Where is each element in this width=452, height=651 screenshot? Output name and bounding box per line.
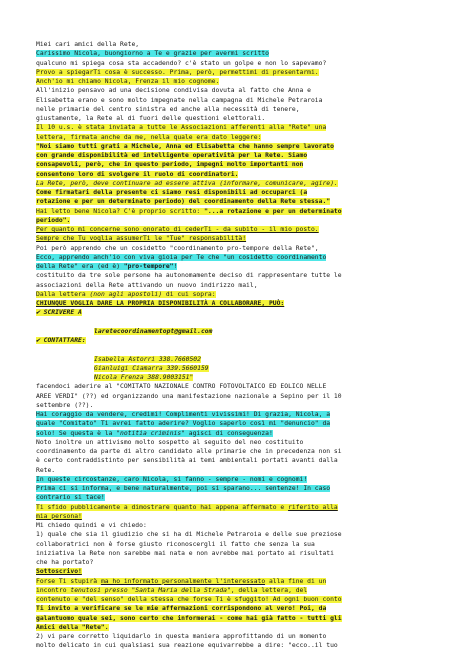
text-run: "...a rotazione e per un determinato bbox=[204, 207, 342, 215]
text-line bbox=[36, 623, 422, 632]
text-line bbox=[36, 59, 422, 68]
text-line bbox=[36, 40, 422, 49]
text-run: associazioni della Rete attivando un nuovo indirizzo mail, bbox=[36, 281, 258, 289]
text-run: che ha portato? bbox=[36, 559, 94, 566]
text-run: Nicola Frenza 388.9003151" bbox=[94, 374, 194, 381]
text-run: Elisabetta erano e sono molto impegnate nella campagna di Michele Petraroia bbox=[36, 96, 323, 104]
text-run: contrario si tace! bbox=[36, 494, 105, 502]
text-run: Sempre che Tu voglia assumerTi le "Tue" responsabilità! bbox=[36, 235, 247, 243]
text-run: 2) vi pare corretto liquidarlo in questa maniera approfittando di un momento bbox=[36, 633, 327, 640]
text-line bbox=[36, 567, 422, 576]
text-line bbox=[36, 151, 422, 160]
text-run: lettera, firmata anche da me, nella quale era dato leggere: bbox=[36, 133, 262, 141]
text-run: Ecco, apprendo anch'io con viva gioia per Te che "un cosidetto coordinamento bbox=[36, 253, 327, 261]
text-line bbox=[36, 641, 422, 650]
text-line bbox=[36, 540, 422, 549]
text-run: "notitia criminis" bbox=[116, 429, 185, 437]
text-run: Prima ci si informa, e bene naturalmente, poi si sparano... sentenze! In caso bbox=[36, 485, 331, 492]
text-run: Ti invito a verificare se le mie affermazioni corrispondono al vero! Poi, da bbox=[36, 605, 327, 613]
text-run: ✔ CONTATTARE: bbox=[36, 337, 86, 344]
text-line bbox=[36, 530, 422, 539]
text-line bbox=[36, 105, 422, 114]
text-line bbox=[36, 382, 422, 391]
text-run: Ti sfido pubblicamente a dimostrare quanto hai appena affermato e bbox=[36, 503, 289, 511]
text-run: solo! Se questa è la bbox=[36, 429, 117, 437]
text-line bbox=[36, 438, 422, 447]
text-line bbox=[36, 207, 422, 216]
text-run: riferito alla bbox=[288, 503, 338, 511]
text-line bbox=[36, 401, 422, 410]
text-run: 1) quale che sia il giudizio che si ha di Michele Petraroia e delle sue preziose bbox=[36, 531, 342, 539]
text-line bbox=[36, 188, 422, 197]
text-line bbox=[36, 179, 422, 188]
text-line bbox=[36, 318, 422, 327]
text-line bbox=[36, 512, 422, 521]
text-line bbox=[36, 493, 422, 502]
text-line bbox=[36, 253, 422, 262]
text-line bbox=[36, 244, 422, 253]
text-run: della Rete" era (ed è) bbox=[36, 263, 124, 270]
text-run: (non agli apostoli) bbox=[89, 290, 163, 298]
text-run: galantuomo quale sei, sono certo che informerai - come hai già fatto - tutti gli bbox=[36, 614, 342, 622]
text-line bbox=[36, 142, 422, 151]
text-run: rotazione e per un determinato periodo) del coordinamento della Rete stessa." bbox=[36, 198, 331, 206]
text-line bbox=[36, 364, 422, 373]
text-line bbox=[36, 308, 422, 317]
text-line bbox=[36, 447, 422, 456]
text-line bbox=[36, 327, 422, 336]
text-line bbox=[36, 456, 422, 465]
text-line bbox=[36, 290, 422, 299]
text-run: ma ho informato personalmente l'interessato bbox=[100, 577, 266, 585]
text-line bbox=[36, 49, 422, 58]
text-line bbox=[36, 86, 422, 95]
text-line bbox=[36, 225, 422, 234]
text-line bbox=[36, 521, 422, 530]
text-line bbox=[36, 614, 422, 623]
text-run: giustamente, la Rete al di fuori delle questioni elettorali. bbox=[36, 115, 266, 122]
text-line bbox=[36, 577, 422, 586]
text-run: La Rete, però, deve continuare ad essere attiva (informare, comunicare, agire). bbox=[36, 179, 338, 187]
text-run: ✔ SCRIVERE A bbox=[36, 309, 82, 317]
text-line bbox=[36, 68, 422, 77]
text-run: contenuto e "del senso" della stessa che forse Ti è sfuggito! Ad ogni buon conto bbox=[36, 596, 342, 603]
text-run: Miei cari amici della Rete, bbox=[36, 41, 140, 48]
text-run: con grande disponibilità ed intelligente operatività per la Rete. Siamo bbox=[36, 152, 308, 159]
text-run: AREE VERDI" (??) ed organizzando una manifestazione nazionale a Sepino per il 10 bbox=[36, 392, 342, 400]
text-run: iniziativa la Rete non sarebbe mai nata e non avrebbe mai portato ai risultati bbox=[36, 549, 334, 557]
text-run: Isabella Astorri 338.7660502 bbox=[94, 355, 201, 363]
text-line bbox=[36, 558, 422, 567]
text-line bbox=[36, 410, 422, 419]
text-line bbox=[36, 160, 422, 169]
letter-document bbox=[36, 40, 422, 651]
text-line bbox=[36, 281, 422, 290]
text-run: Come firmatari della presente ci siamo resi disponibili ad occuparci (a bbox=[36, 189, 308, 196]
text-run: è certo contraddistinto per sensibilità ai temi ambientali portati avanti dalla bbox=[36, 457, 338, 465]
text-run: nelle primarie del centro sinistra ed anche alla necessità di tenere, bbox=[36, 105, 300, 113]
text-run: Hai coraggio da vendere, credimi! Complimenti vivissimi! Di grazia, Nicola, a bbox=[36, 411, 331, 418]
text-run: laretecoordinamentopt@gmail.com bbox=[94, 327, 213, 335]
text-run: consentono loro di svolgere il ruolo di coordinatori. bbox=[36, 170, 239, 178]
text-run: molto delicato in cui qualsiasi sua reazione equivarrebbe a dire: "ecco..il tuo bbox=[36, 642, 338, 650]
text-line bbox=[36, 373, 422, 382]
text-run: All'inizio pensavo ad una decisione condivisa dovuta al fatto che Anna e bbox=[36, 87, 311, 95]
text-line bbox=[36, 114, 422, 123]
text-line bbox=[36, 170, 422, 179]
text-line bbox=[36, 336, 422, 345]
text-run: Poi però apprendo che un cosidetto "coordinamento pro-tempore della Rete", bbox=[36, 244, 319, 252]
text-line bbox=[36, 595, 422, 604]
text-run: settembre (??). bbox=[36, 401, 94, 409]
text-line bbox=[36, 299, 422, 308]
text-run: consapevoli, però, che in questo periodo, impegni molto importanti non bbox=[36, 161, 304, 169]
text-run: coordinamento da parte di altro candidato alle primarie che in precedenza non si bbox=[36, 448, 342, 455]
text-run: facendoci aderire al "COMITATO NAZIONALE CONTRO FOTOVOLTAICO ED EOLICO NELLE bbox=[36, 383, 327, 391]
text-line bbox=[36, 484, 422, 493]
text-line bbox=[36, 604, 422, 613]
text-run: Il 10 u.s. è stata inviata a tutte le Associazioni afferenti alla "Rete" una bbox=[36, 124, 327, 132]
text-line bbox=[36, 234, 422, 243]
text-run: Hai letto bene Nicola? C'è proprio scritto: bbox=[36, 207, 205, 215]
text-run: di cui sopra: bbox=[162, 290, 216, 298]
text-line bbox=[36, 345, 422, 354]
text-line bbox=[36, 96, 422, 105]
text-run: Mi chiedo quindi e vi chiedo: bbox=[36, 522, 147, 529]
text-run: periodo". bbox=[36, 216, 71, 224]
text-line bbox=[36, 549, 422, 558]
text-run: alla fine di un bbox=[265, 577, 327, 585]
text-run: Gianluigi Ciamarra 339.5660159 bbox=[94, 364, 209, 372]
text-run: Forse Ti stupirà bbox=[36, 577, 101, 585]
text-line bbox=[36, 503, 422, 512]
text-run: costituito da tre sole persone ha autonomamente deciso di rappresentare tutte le bbox=[36, 272, 342, 280]
text-run: "pro-tempore" bbox=[123, 263, 174, 270]
text-line bbox=[36, 262, 422, 271]
text-run: , della lettera, del bbox=[230, 586, 308, 594]
text-line bbox=[36, 392, 422, 401]
text-run: Dalla lettera bbox=[36, 290, 90, 298]
text-run: Carissimo Nicola, buongiorno a Te e grazie per avermi scritto bbox=[36, 50, 269, 58]
text-run: agisci di conseguenza! bbox=[184, 429, 273, 437]
text-run: incontro bbox=[36, 586, 71, 594]
text-run: "Noi siamo tutti grati a Michele, Anna ed Elisabetta che hanno sempre lavorato bbox=[36, 142, 334, 150]
text-run: Provo a spiegarTi cosa è successo. Prima, però, permettimi di presentarmi. bbox=[36, 68, 319, 76]
text-line bbox=[36, 466, 422, 475]
text-run: Rete. bbox=[36, 466, 56, 474]
text-run: Amici della "Rete". bbox=[36, 623, 109, 631]
text-run: quale "Comitato" Ti avrei fatto aderire? Voglio saperlo così mi "denuncio" da bbox=[36, 420, 331, 428]
text-line bbox=[36, 77, 422, 86]
text-line bbox=[36, 429, 422, 438]
text-run: qualcuno mi spiega cosa sta accadendo? c'è stato un golpe e non lo sapevamo? bbox=[36, 59, 327, 67]
text-line bbox=[36, 197, 422, 206]
text-run: Per quanto mi concerne sono onorato di cederTi - da subito - il mio posto. bbox=[36, 226, 319, 233]
text-line bbox=[36, 475, 422, 484]
text-line bbox=[36, 355, 422, 364]
text-run: In queste circostanze, caro Nicola, si fanno - sempre - nomi e cognomi! bbox=[36, 475, 308, 483]
text-run: tenutosi presso "Santa Maria della Strada" bbox=[70, 586, 231, 594]
text-line bbox=[36, 216, 422, 225]
text-run: Noto inoltre un attivismo molto sospetto al seguito del neo costituito bbox=[36, 438, 304, 446]
text-line bbox=[36, 586, 422, 595]
text-line bbox=[36, 123, 422, 132]
text-run: Anch'io mi chiamo Nicola, Frenza il mio cognome. bbox=[36, 78, 220, 85]
text-run: Sottoscrivo! bbox=[36, 568, 82, 576]
text-line bbox=[36, 419, 422, 428]
text-line bbox=[36, 133, 422, 142]
text-run: CHIUNQUE VOGLIA DARE LA PROPRIA DISPONIBILITÀ A COLLABORARE, PUÒ: bbox=[36, 300, 285, 307]
text-line bbox=[36, 271, 422, 280]
text-run: ! bbox=[173, 263, 178, 270]
text-run: mia persona! bbox=[36, 512, 82, 520]
text-run: collaboratrici non è forse giusto riconoscergli il fatto che senza la sua bbox=[36, 540, 315, 548]
